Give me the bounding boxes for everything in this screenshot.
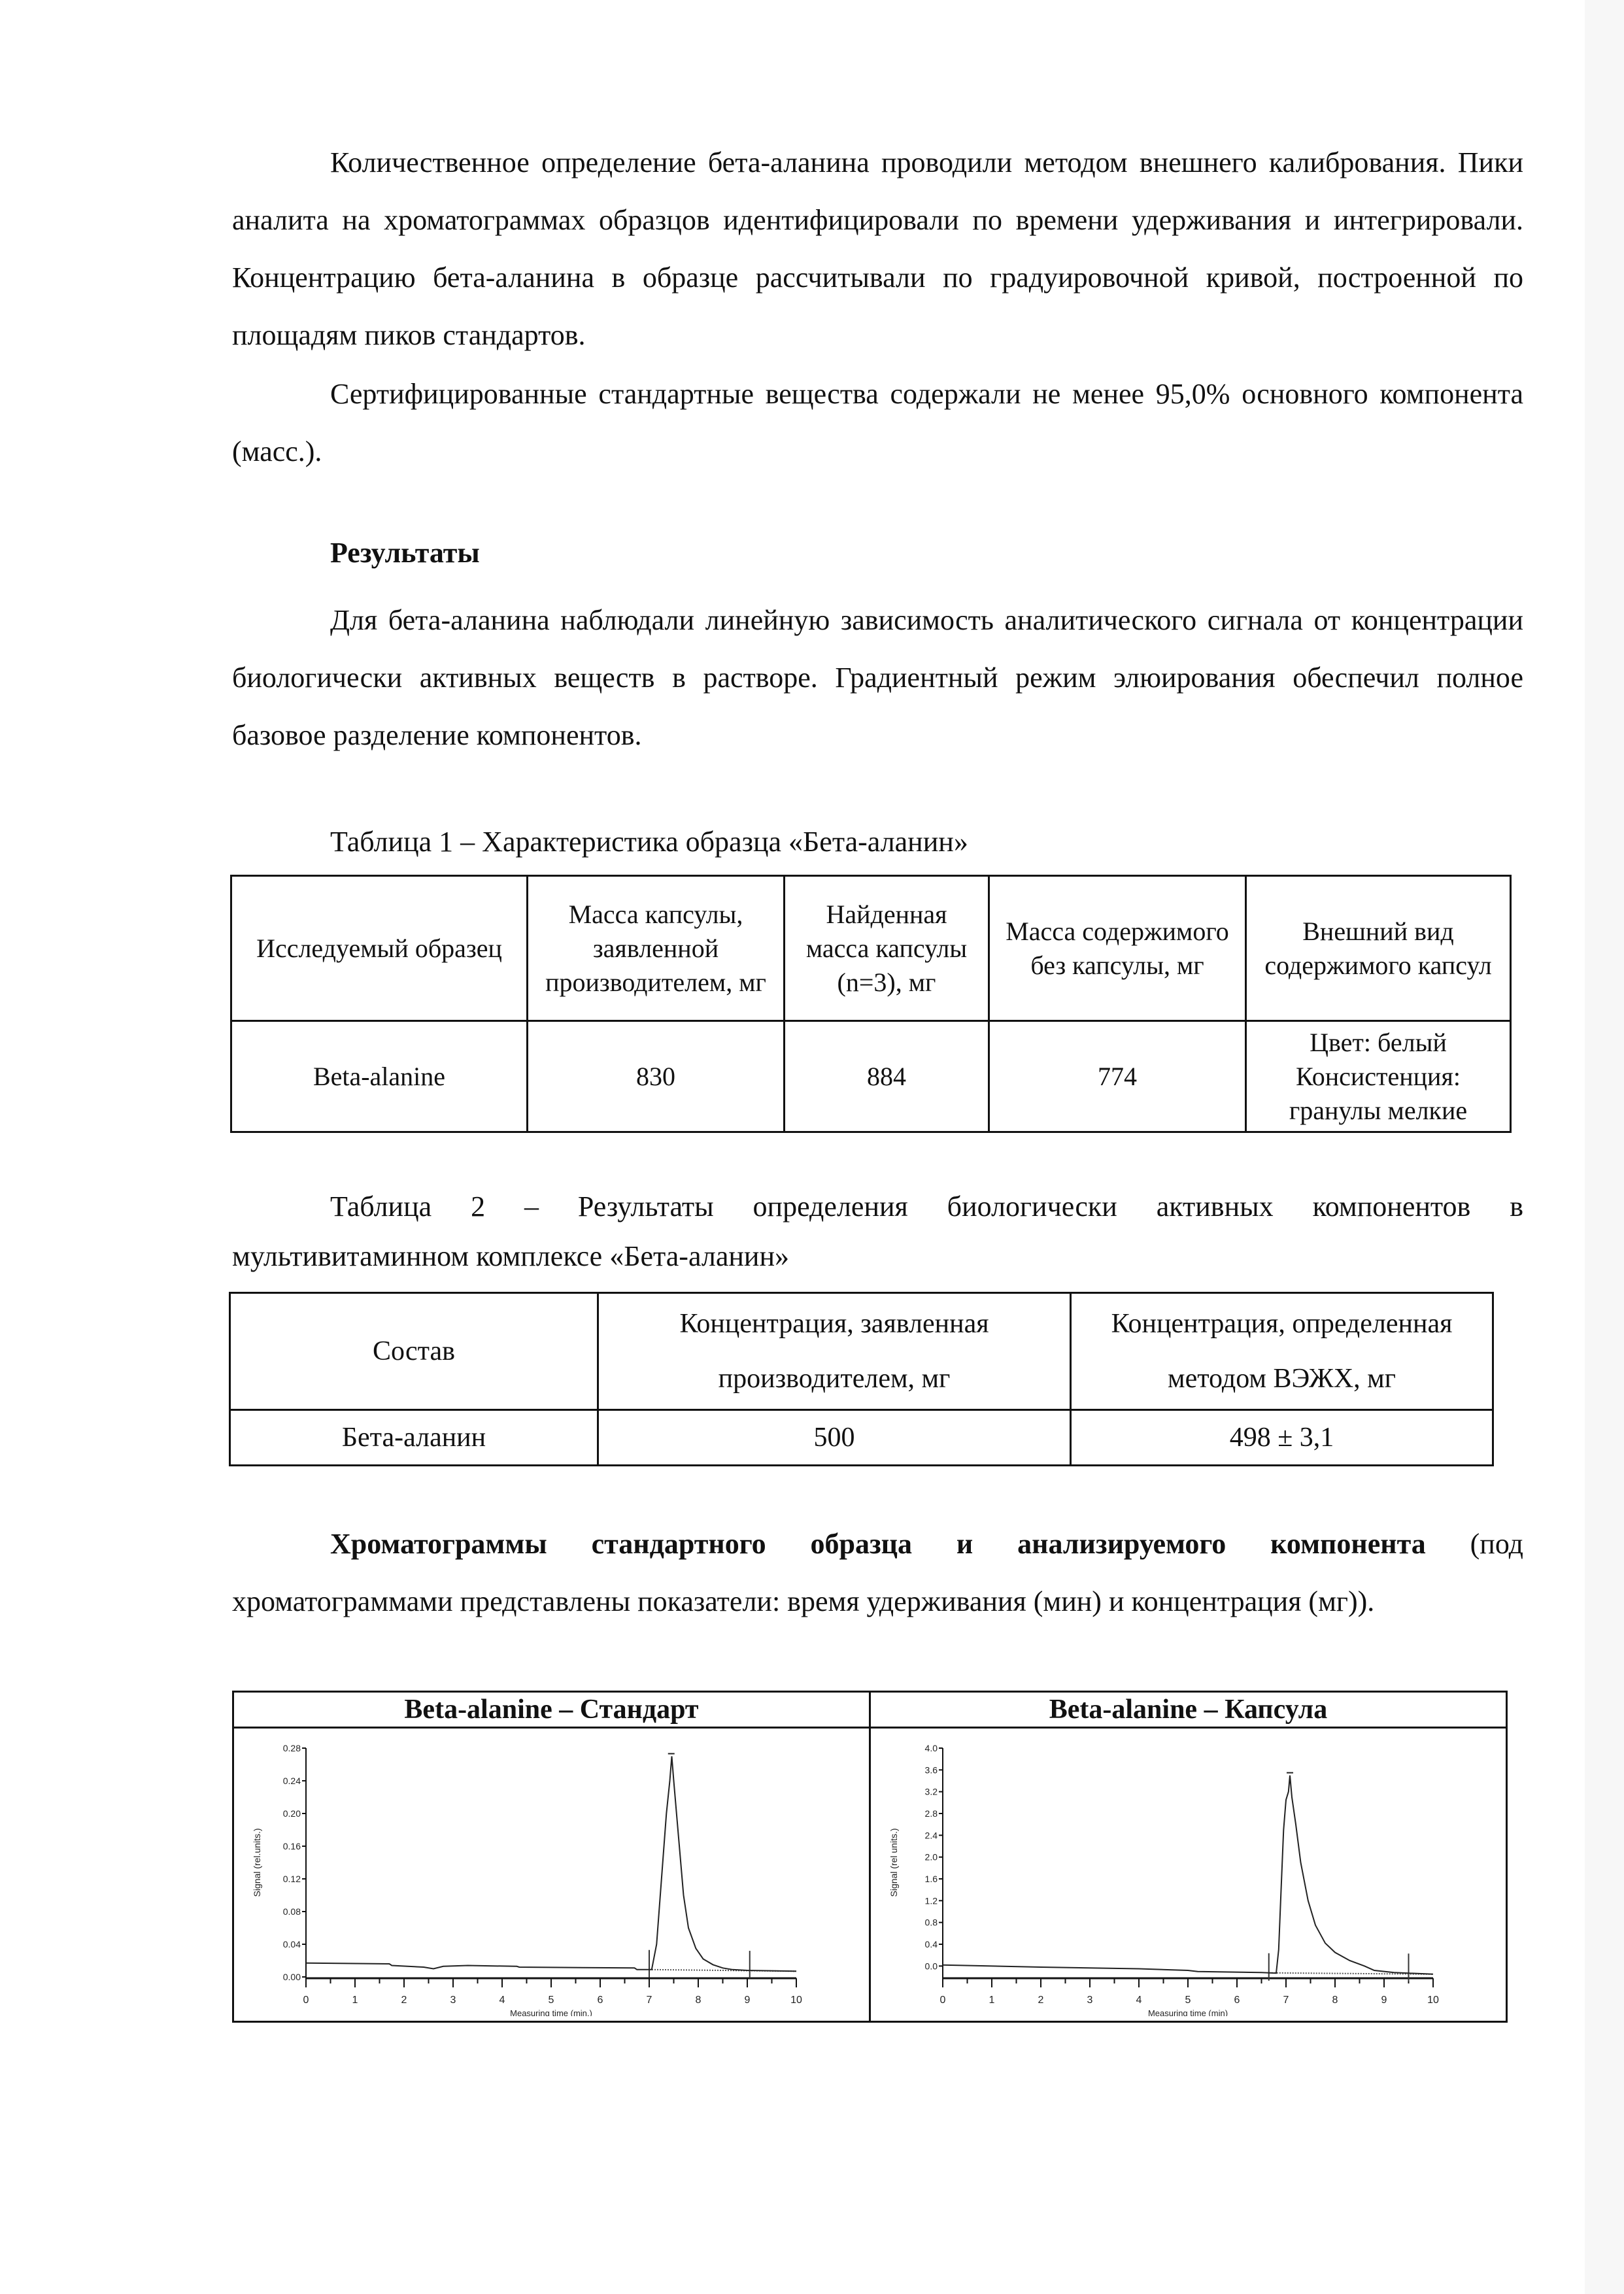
svg-text:Measuring time (min): Measuring time (min): [1147, 2008, 1228, 2016]
svg-text:5: 5: [548, 1995, 554, 2006]
chart-title-capsule: Beta-alanine – Капсула: [871, 1693, 1506, 1729]
table1-cell-content-mass: 774: [989, 1021, 1246, 1132]
svg-text:1.6: 1.6: [924, 1874, 938, 1884]
svg-text:3.6: 3.6: [924, 1764, 938, 1776]
svg-text:3: 3: [1087, 1995, 1093, 2006]
svg-text:0.16: 0.16: [282, 1841, 301, 1851]
table2-header-declared: Концентрация, заявленная производителем, мг: [598, 1293, 1071, 1410]
svg-text:10: 10: [1427, 1995, 1439, 2006]
appearance-color: Цвет: белый: [1310, 1027, 1447, 1057]
svg-text:9: 9: [744, 1995, 751, 2006]
svg-text:3: 3: [450, 1995, 456, 2006]
results-paragraph: Для бета-аланина наблюдали линейную зависимость аналитического сигнала от концентрации биологически активных веществ в растворе. Градиентный режим элюирования обеспечил полное базовое разделение компонентов.: [232, 604, 1523, 751]
table1-cell-sample: Beta-alanine: [231, 1021, 528, 1132]
table1-caption: Таблица 1 – Характеристика образца «Бета-аланин»: [330, 826, 968, 858]
intro-paragraph-2: Сертифицированные стандартные вещества содержали не менее 95,0% основного компонента (масс.).: [232, 378, 1523, 467]
chromatograms-intro: [232, 1515, 1523, 1630]
chromatograms-heading: Хроматограммы стандартного образца и анализируемого компонента: [330, 1528, 1426, 1560]
svg-text:1.2: 1.2: [924, 1895, 938, 1906]
table1-header-sample: Исследуемый образец: [231, 876, 528, 1021]
chromatogram-plot-standard: [234, 1729, 867, 2016]
results-heading: Результаты: [330, 537, 480, 569]
svg-text:0: 0: [939, 1995, 946, 2006]
table-row: [231, 1021, 1511, 1132]
table2-caption-line1: Таблица 2 – Результаты определения биологически активных компонентов в: [330, 1190, 1523, 1223]
svg-text:2.8: 2.8: [924, 1808, 938, 1819]
table2-caption: [232, 1182, 1523, 1281]
svg-text:9: 9: [1381, 1995, 1387, 2006]
svg-text:4: 4: [499, 1995, 505, 2006]
svg-text:2: 2: [1038, 1995, 1044, 2006]
chart-body-standard: [234, 1729, 869, 2021]
table1-cell-declared-mass: 830: [528, 1021, 785, 1132]
table2-caption-line2: мультивитаминном комплексе «Бета-аланин»: [232, 1240, 789, 1272]
svg-text:1: 1: [352, 1995, 358, 2006]
svg-text:1: 1: [989, 1995, 995, 2006]
table1-header-declared-mass: Масса капсулы, заявленной производителем, мг: [528, 876, 785, 1021]
chart-title-standard: Beta-alanine – Стандарт: [234, 1693, 869, 1729]
svg-text:8: 8: [1332, 1995, 1338, 2006]
intro-section: [232, 134, 1523, 481]
appearance-consistency-label: Консистенция:: [1296, 1061, 1461, 1091]
svg-text:10: 10: [790, 1995, 802, 2006]
table1-header-row: [231, 876, 1511, 1021]
table1-header-appearance: Внешний вид содержимого капсул: [1246, 876, 1511, 1021]
svg-text:6: 6: [1234, 1995, 1240, 2006]
table1-cell-found-mass: 884: [785, 1021, 989, 1132]
svg-text:2.4: 2.4: [924, 1830, 938, 1841]
svg-text:0.12: 0.12: [282, 1874, 301, 1884]
svg-text:7: 7: [1283, 1995, 1289, 2006]
appearance-consistency: гранулы мелкие: [1289, 1095, 1468, 1125]
svg-text:7: 7: [646, 1995, 652, 2006]
table-row: [230, 1410, 1493, 1466]
svg-text:4: 4: [1136, 1995, 1142, 2006]
table2-header-row: [230, 1293, 1493, 1410]
table2: [229, 1292, 1494, 1466]
table1-header-content-mass: Масса содержимого без капсулы, мг: [989, 876, 1246, 1021]
svg-text:2.0: 2.0: [924, 1851, 938, 1863]
svg-text:0.04: 0.04: [282, 1939, 301, 1949]
svg-text:2: 2: [401, 1995, 407, 2006]
intro-paragraph-1: Количественное определение бета-аланина проводили методом внешнего калибрования. Пики аналита на хроматограммах образцов идентифицировали по времени удерживания и интегрировали. Концентрацию бета-аланина в образце рассчитывали по градуировочной кривой, построенной по площадям пиков стандартов.: [232, 146, 1523, 351]
svg-text:5: 5: [1185, 1995, 1191, 2006]
table2-header-component: Состав: [230, 1293, 598, 1410]
svg-text:8: 8: [695, 1995, 702, 2006]
table1-header-found-mass: Найденная масса капсулы (n=3), мг: [785, 876, 989, 1021]
svg-text:0: 0: [303, 1995, 309, 2006]
table2-cell-declared: 500: [598, 1410, 1071, 1466]
chart-body-capsule: [871, 1729, 1506, 2021]
table1-cell-appearance: [1246, 1021, 1511, 1132]
table2-header-measured: Концентрация, определенная методом ВЭЖХ, мг: [1071, 1293, 1493, 1410]
svg-text:6: 6: [597, 1995, 603, 2006]
svg-text:0.20: 0.20: [282, 1808, 301, 1819]
chromatogram-capsule: [869, 1693, 1506, 2021]
scan-edge-shade: [1585, 0, 1624, 2294]
svg-text:4.0: 4.0: [924, 1743, 938, 1753]
table2-cell-measured: 498 ± 3,1: [1071, 1410, 1493, 1466]
svg-text:3.2: 3.2: [924, 1786, 938, 1797]
chromatograms-note: (под хроматограммами представлены показатели: время удерживания (мин) и концентрация (мг)).: [232, 1528, 1523, 1617]
chromatogram-plot-capsule: [871, 1729, 1504, 2016]
svg-text:0.8: 0.8: [924, 1917, 938, 1928]
svg-text:0.0: 0.0: [924, 1961, 938, 1972]
svg-text:Signal (rel.units.): Signal (rel.units.): [252, 1828, 262, 1897]
chromatograms-paragraph: [232, 1515, 1523, 1630]
svg-text:0.08: 0.08: [282, 1906, 301, 1917]
svg-text:0.4: 0.4: [924, 1939, 938, 1949]
svg-text:Measuring time (min.): Measuring time (min.): [510, 2008, 592, 2016]
svg-text:Signal (rel units.): Signal (rel units.): [888, 1828, 899, 1897]
svg-text:0.00: 0.00: [282, 1972, 301, 1982]
table1: [230, 875, 1512, 1133]
svg-text:0.24: 0.24: [282, 1776, 301, 1786]
chromatogram-table: [232, 1691, 1508, 2023]
results-section: [232, 592, 1523, 764]
svg-text:0.28: 0.28: [282, 1743, 301, 1753]
table2-cell-component: Бета-аланин: [230, 1410, 598, 1466]
chromatogram-standard: [234, 1693, 869, 2021]
